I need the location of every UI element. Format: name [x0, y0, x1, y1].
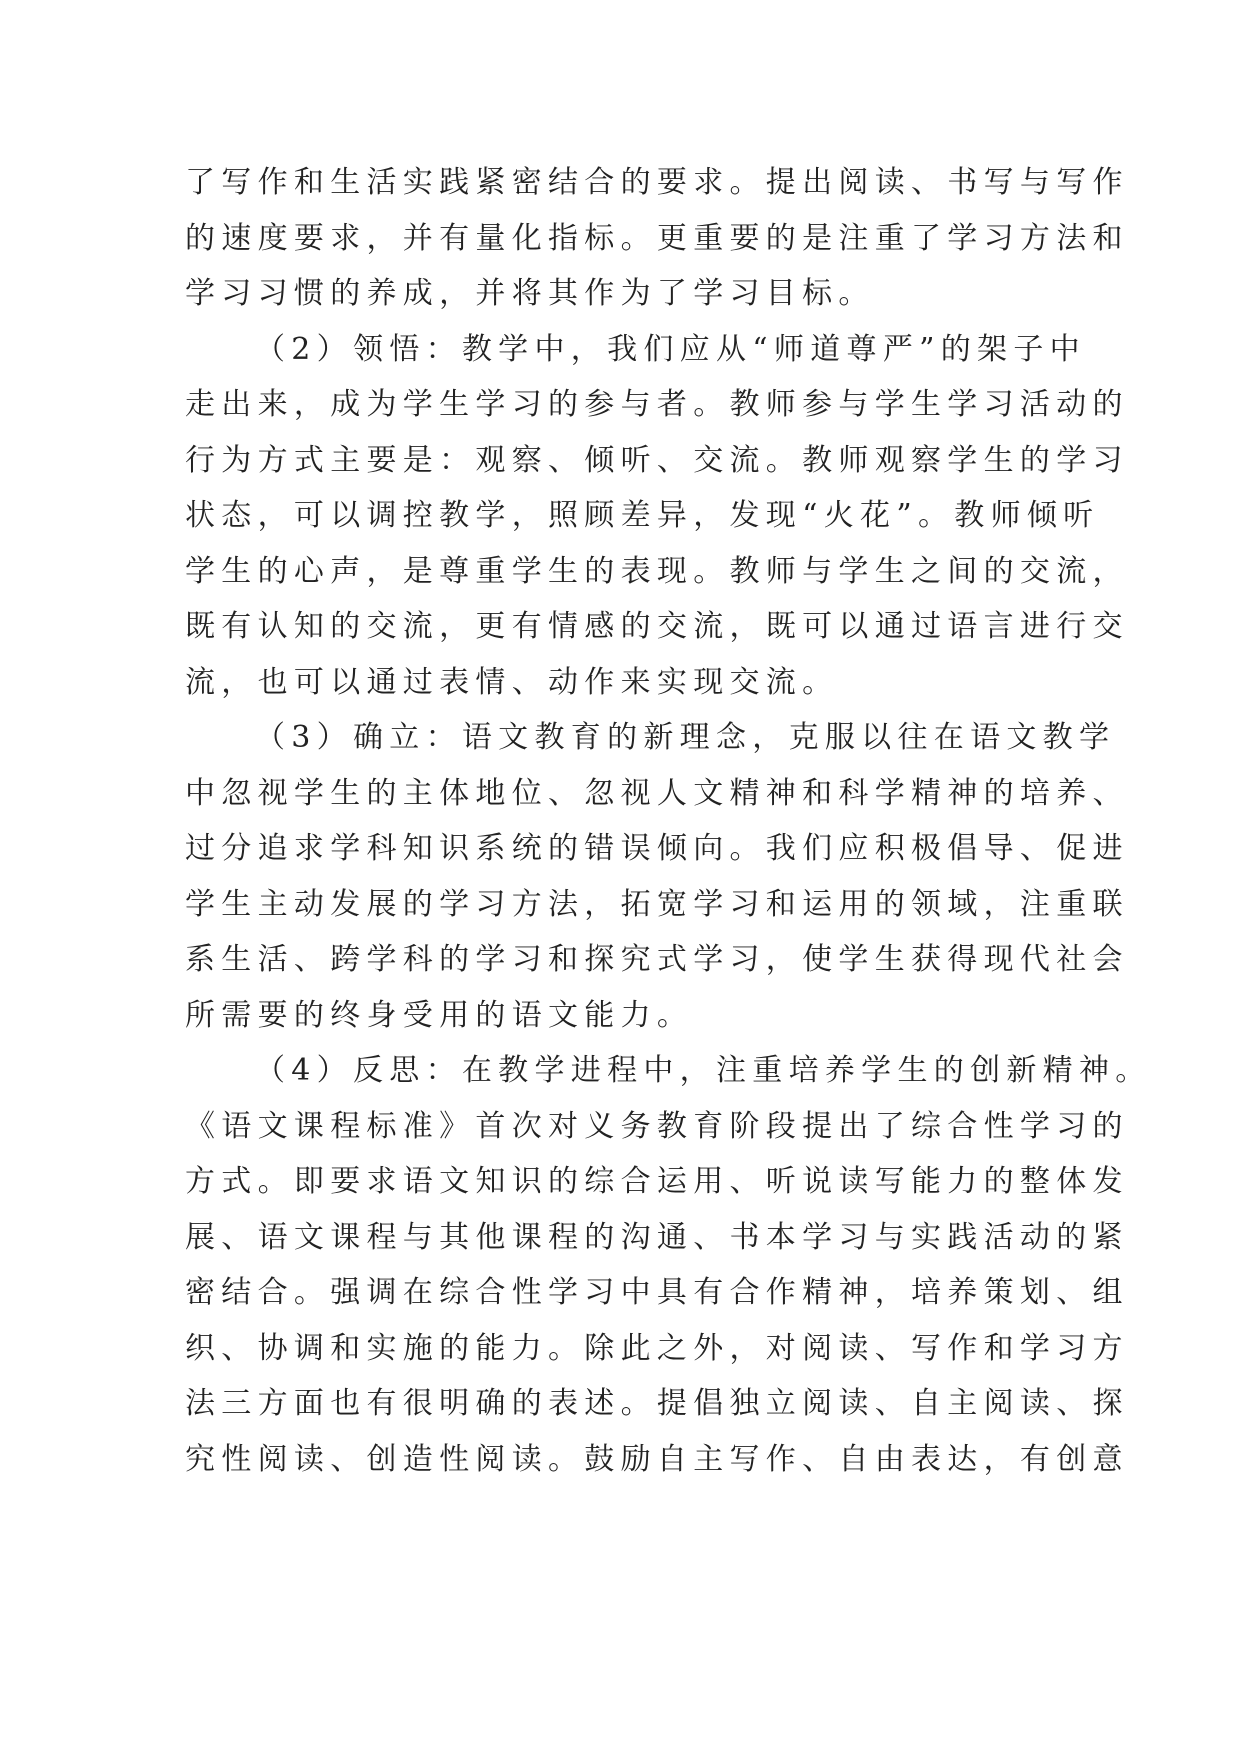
text-line: 行为方式主要是：观察、倾听、交流。教师观察学生的学习 — [185, 442, 1129, 478]
text-line: 织、协调和实施的能力。除此之外，对阅读、写作和学习方 — [185, 1330, 1129, 1366]
text-line: 所需要的终身受用的语文能力。 — [185, 997, 694, 1033]
text-line: 过分追求学科知识系统的错误倾向。我们应积极倡导、促进 — [185, 831, 1129, 866]
text-line: 学生的心声，是尊重学生的表现。教师与学生之间的交流， — [185, 553, 1129, 589]
text-line: 密结合。强调在综合性学习中具有合作精神，培养策划、组 — [185, 1275, 1129, 1310]
text-line: 法三方面也有很明确的表述。提倡独立阅读、自主阅读、探 — [185, 1386, 1129, 1421]
paragraph-start-line: （3）确立：语文教育的新理念，克服以往在语文教学 — [255, 720, 1116, 755]
text-line: 走出来，成为学生学习的参与者。教师参与学生学习活动的 — [185, 387, 1129, 422]
text-line: 《语文课程标准》首次对义务教育阶段提出了综合性学习的 — [185, 1108, 1129, 1144]
text-line: 了写作和生活实践紧密结合的要求。提出阅读、书写与写作 — [185, 165, 1129, 200]
text-line: 的速度要求，并有量化指标。更重要的是注重了学习方法和 — [185, 220, 1129, 256]
text-line: 学生主动发展的学习方法，拓宽学习和运用的领域，注重联 — [185, 886, 1129, 922]
text-line: 中忽视学生的主体地位、忽视人文精神和科学精神的培养、 — [185, 775, 1129, 811]
text-line: 展、语文课程与其他课程的沟通、书本学习与实践活动的紧 — [185, 1219, 1129, 1255]
body-text — [185, 155, 1152, 1487]
paragraph-start-line: （4）反思：在教学进程中，注重培养学生的创新精神。 — [255, 1053, 1152, 1088]
paragraph-start-line: （2）领悟：教学中，我们应从“师道尊严”的架子中 — [255, 331, 1086, 367]
text-line: 方式。即要求语文知识的综合运用、听说读写能力的整体发 — [185, 1164, 1129, 1199]
text-line: 状态，可以调控教学，照顾差异，发现“火花”。教师倾听 — [185, 498, 1100, 533]
text-line: 学习习惯的养成，并将其作为了学习目标。 — [185, 276, 875, 311]
text-line: 究性阅读、创造性阅读。鼓励自主写作、自由表达，有创意 — [185, 1441, 1129, 1477]
text-line: 既有认知的交流，更有情感的交流，既可以通过语言进行交 — [185, 609, 1129, 644]
text-line: 流，也可以通过表情、动作来实现交流。 — [185, 664, 839, 700]
text-line: 系生活、跨学科的学习和探究式学习，使学生获得现代社会 — [185, 942, 1129, 977]
